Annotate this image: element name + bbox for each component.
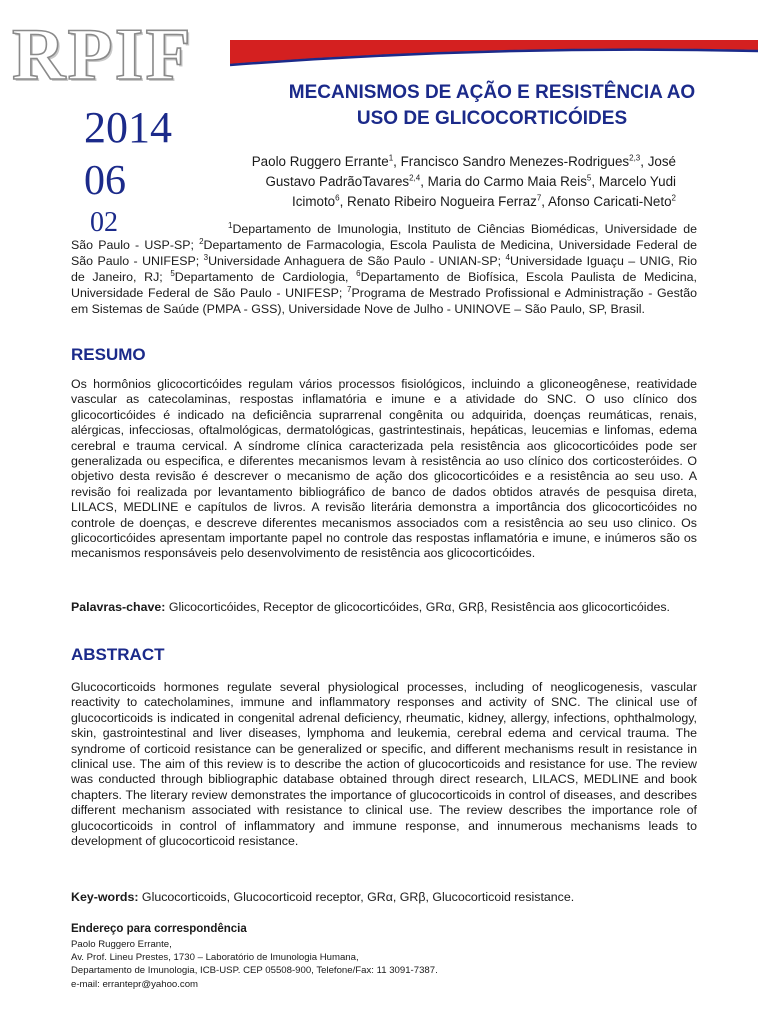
affiliation-marker: 1 xyxy=(228,220,233,230)
author-name: José Gustavo PadrãoTavares xyxy=(265,154,676,189)
abstract-keywords-values: Glucocorticoids, Glucocorticoid receptor, GRα, GRβ, Glucocorticoid resistance. xyxy=(138,890,575,904)
author-name: Paolo Ruggero Errante xyxy=(251,154,389,169)
author-affiliation-marker: 2,3 xyxy=(629,153,641,163)
author-separator: , xyxy=(393,154,401,169)
author-affiliation-marker: 7 xyxy=(536,193,542,203)
author-affiliation-marker: 2 xyxy=(671,193,676,203)
correspondence-email: e-mail: errantepr@yahoo.com xyxy=(71,978,199,990)
abstract-keywords-label: Key-words: xyxy=(71,890,139,904)
affiliation-text: Departamento de Farmacologia, Escola Paulista de Medicina, Universidade Federal de São Paulo - UNIFESP; xyxy=(71,238,697,269)
journal-number: 02 xyxy=(90,207,118,238)
abstract-keywords xyxy=(71,889,711,905)
resumo-keywords-values: Glicocorticóides, Receptor de glicocorticóides, GRα, GRβ, Resistência aos glicocorticóides. xyxy=(165,600,670,614)
affiliation-marker: 3 xyxy=(203,253,209,263)
author-separator: , xyxy=(640,154,648,169)
correspondence-address: Av. Prof. Lineu Prestes, 1730 – Laboratório de Imunologia Humana, xyxy=(71,952,359,964)
affiliation-marker: 4 xyxy=(505,253,510,263)
correspondence-department: Departamento de Imunologia, ICB-USP. CEP 05508-900, Telefone/Fax: 11 3091-7387. xyxy=(71,965,438,977)
resumo-keywords xyxy=(71,599,711,615)
affiliations xyxy=(71,221,697,318)
header-banner-wave xyxy=(230,40,758,68)
author-name: Francisco Sandro Menezes-Rodrigues xyxy=(400,154,630,169)
author-name: Maria do Carmo Maia Reis xyxy=(427,174,587,189)
author-separator: , xyxy=(420,174,428,189)
journal-year: 2014 xyxy=(84,103,172,152)
author-separator: , xyxy=(339,194,348,209)
affiliation-marker: 7 xyxy=(347,285,352,295)
correspondence-block xyxy=(71,938,438,991)
author-affiliation-marker: 5 xyxy=(586,173,592,183)
author-name: Marcelo Yudi Icimoto xyxy=(291,174,676,209)
author-name: Afonso Caricati-Neto xyxy=(548,194,672,209)
affiliation-marker: 5 xyxy=(170,269,175,279)
article-title xyxy=(232,80,752,132)
affiliation-marker: 2 xyxy=(199,236,204,246)
affiliation-text: Universidade Anhaguera de São Paulo - UNIAN-SP; xyxy=(208,254,506,269)
abstract-text: Glucocorticoids hormones regulate several physiological processes, including of neoglicogenesis, vascular reactivity to catecholamines, immune and inflammatory responses and activity of SNC. The clinical use of glucocorticoids is indicated in congenital adrenal deficiency, rheumatic, kidney, allergy, infections, ophthalmology, skin, gastrointestinal and liver diseases, lymphoma and leukemia, cerebral edema and cervical trauma. The syndrome of corticoid resistance can be generalized or specific, and different mechanisms result in resistance in clinical use. The aim of this review is to describe the action of glucocorticoids and resistance for use. The review was conducted through bibliographic database obtained through direct research, LILACS, MEDLINE and book chapters. The literary review demonstrates the importance of glucocorticoids in control of diseases, and describes different mechanism associated with resistance to clinical use. The review describes the importance role of glucocorticoids in control of inflammatory and immune response, and innumerous mechanisms leads to development of glucocorticoid resistance. xyxy=(71,680,697,849)
correspondence-title: Endereço para correspondência xyxy=(71,923,247,935)
author-list xyxy=(232,152,676,212)
affiliation-text: Universidade Iguaçu – UNIG, Rio de Janeiro, RJ; xyxy=(71,254,697,285)
author-affiliation-marker: 1 xyxy=(388,153,394,163)
affiliation-text: Departamento de Imunologia, Instituto de Ciências Biomédicas, Universidade de São Paulo - USP-SP; xyxy=(71,222,697,253)
affiliation-indent xyxy=(71,232,228,233)
article-title-line-1: MECANISMOS DE AÇÃO E RESISTÊNCIA AO xyxy=(288,82,696,103)
affiliation-marker: 6 xyxy=(356,269,361,279)
journal-volume: 06 xyxy=(84,158,126,204)
author-separator: , xyxy=(541,194,548,209)
affiliation-text: Departamento de Biofísica, Escola Paulista de Medicina, Universidade Federal de São Paulo - UNIFESP; xyxy=(71,270,697,301)
resumo-heading: RESUMO xyxy=(71,345,146,364)
abstract-heading: ABSTRACT xyxy=(71,645,165,664)
resumo-text: Os hormônios glicocorticóides regulam vários processos fisiológicos, incluindo a gliconeogênese, reatividade vascular as catecolaminas, respostas inflamatória e imune e a atividade do SNC. O uso clínico dos glicocorticóides é indicado na deficiência suprarrenal congênita ou adquirida, doenças reumáticas, renais, alérgicas, infecciosas, oftalmológicas, dermatológicas, gastrintestinais, hepáticas, leucemias e linfomas, edema cerebral e trauma cervical. A síndrome clínica caracterizada pela resistência aos glicocorticóides pode ser generalizada ou especifica, e diferentes mecanismos levam à resistência ao uso clínico dos corticosteróides. O objetivo desta revisão é descrever o mecanismo de ação dos glicocorticóides e a resistência ao seu uso. A revisão foi realizada por levantamento bibliográfico de banco de dados obtidos através de pesquisa direta, LILACS, MEDLINE e capítulos de livros. A revisão literária demonstra a importância dos glicocorticóides no controle de doenças, e descreve diferentes mecanismos associados com a resistência ao seu uso clinico. Os glicocorticóides apresentam importante papel no controle das respostas inflamatória e imune, e inúmeros são os mecanismos responsáveis pelo desenvolvimento de resistência aos glicocorticóides. xyxy=(71,377,697,561)
journal-logo: RPIF xyxy=(12,14,193,96)
affiliation-text: Programa de Mestrado Profissional e Administração - Gestão em Sistemas de Saúde (PMPA - GSS), Universidade Nove de Julho - UNINOVE – São Paulo, SP, Brasil. xyxy=(71,286,697,317)
affiliation-text: Departamento de Cardiologia, xyxy=(174,270,357,285)
resumo-keywords-label: Palavras-chave: xyxy=(71,600,166,614)
author-affiliation-marker: 6 xyxy=(335,193,340,203)
author-affiliation-marker: 2,4 xyxy=(409,173,421,183)
correspondence-name: Paolo Ruggero Errante, xyxy=(71,939,172,950)
author-separator: , xyxy=(591,174,599,189)
author-name: Renato Ribeiro Nogueira Ferraz xyxy=(347,194,537,209)
article-title-line-2: USO DE GLICOCORTICÓIDES xyxy=(356,108,628,129)
